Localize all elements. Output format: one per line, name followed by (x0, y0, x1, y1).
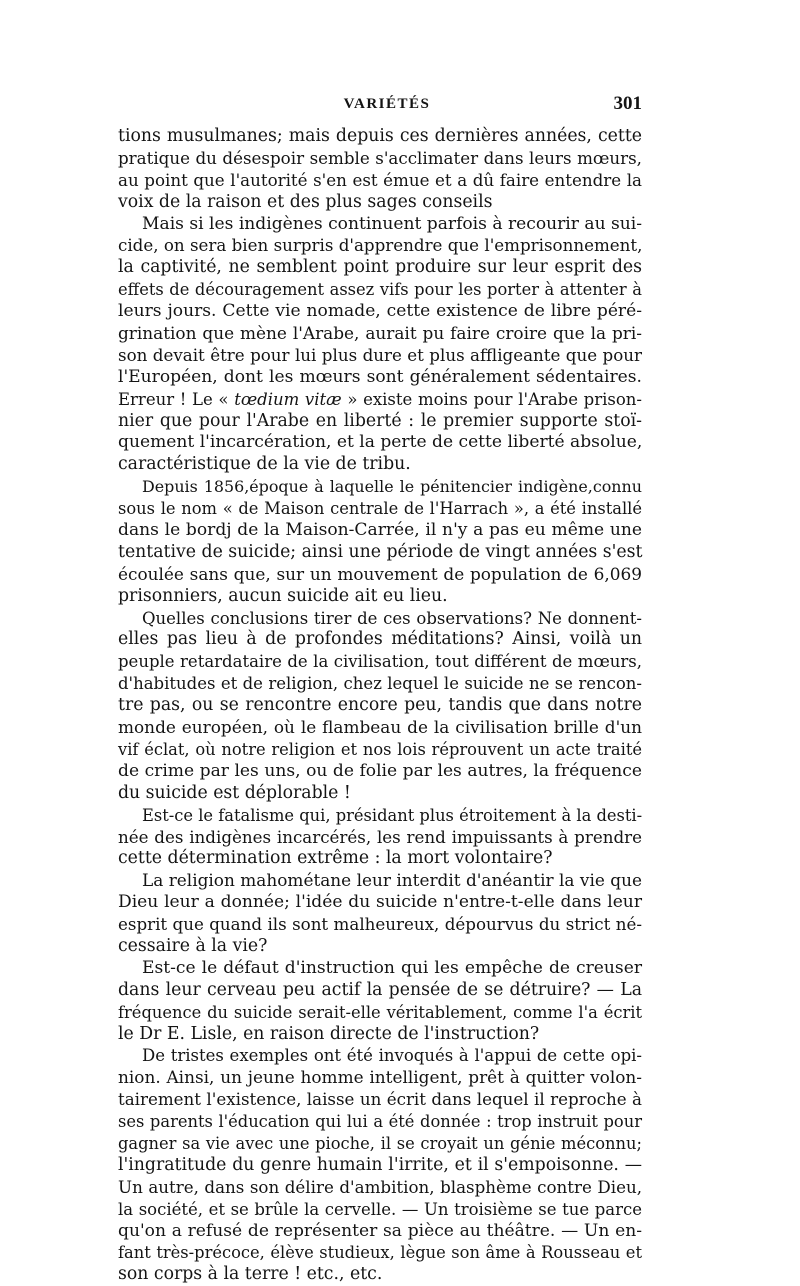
text-line: Un autre, dans son délire d'ambition, blasphème contre Dieu, (118, 1176, 642, 1197)
text-line: nier que pour l'Arabe en liberté : le premier supporte stoï- (118, 410, 642, 431)
text-line: De tristes exemples ont été invoqués à l'appui de cette opi- (142, 1046, 642, 1066)
text-line: fant très-précoce, élève studieux, lègue son âme à Rousseau et (118, 1243, 642, 1263)
text-line: ses parents l'éducation qui lui a été donnée : trop instruit pour (118, 1112, 642, 1132)
text-line: pratique du désespoir semble s'acclimater dans leurs mœurs, (118, 147, 642, 168)
text-line: du suicide est déplorable ! (118, 782, 351, 803)
text-line: gagner sa vie avec une pioche, il se croyait un génie méconnu; (118, 1133, 642, 1153)
text-line: cessaire à la vie? (118, 935, 268, 956)
text-line: Est-ce le fatalisme qui, présidant plus étroitement à la desti- (142, 805, 643, 825)
text-line: dans le bordj de la Maison-Carrée, il n'y a pas eu même une (118, 520, 642, 541)
text-line: Est-ce le défaut d'instruction qui les empêche de creuser (142, 957, 642, 978)
text-line: nion. Ainsi, un jeune homme intelligent, prêt à quitter volon- (118, 1067, 642, 1088)
text-line: cide, on sera bien surpris d'apprendre que l'emprisonnement, (118, 235, 643, 256)
text-line: écoulée sans que, sur un mouvement de population de 6,069 (118, 563, 642, 584)
text-line: elles pas lieu à de profondes méditations? Ainsi, voilà un (118, 629, 642, 650)
text-line: le Dr E. Lisle, en raison directe de l'instruction? (118, 1023, 540, 1044)
text-line: esprit que quand ils sont malheureux, dépourvus du strict né- (118, 914, 642, 935)
text-line: au point que l'autorité s'en est émue et a dû faire entendre la (118, 169, 642, 190)
text-line: l'ingratitude du genre humain l'irrite, et il s'empoisonne. — (118, 1154, 642, 1175)
text-line: sous le nom « de Maison centrale de l'Harrach », a été installé (118, 499, 642, 519)
text-line: tentative de suicide; ainsi une période de vingt années s'est (118, 541, 643, 562)
page-number: 301 (613, 93, 642, 114)
text-line (118, 389, 642, 411)
text-line: tre pas, ou se rencontre encore peu, tandis que dans notre (118, 695, 642, 716)
text-line: Mais si les indigènes continuent parfois à recourir au sui- (142, 213, 643, 234)
text-line: grination que mène l'Arabe, aurait pu faire croire que la pri- (118, 323, 642, 344)
text-line: vif éclat, où notre religion et nos lois réprouvent un acte traité (118, 739, 642, 759)
text-line: cette détermination extrême : la mort volontaire? (118, 848, 553, 869)
text-line: de crime par les uns, ou de folie par les autres, la fréquence (118, 760, 642, 781)
text-segment: » existe moins pour l'Arabe prison- (341, 389, 642, 409)
text-line: l'Européen, dont les mœurs sont généralement sédentaires. (118, 366, 642, 387)
text-line: Quelles conclusions tirer de ces observations? Ne donnent- (142, 608, 642, 628)
text-line: prisonniers, aucun suicide ait eu lieu. (118, 585, 448, 606)
latin-phrase: tœdium vitæ (234, 389, 342, 409)
text-line: dans leur cerveau peu actif la pensée de se détruire? — La (118, 979, 642, 1000)
text-line: monde européen, où le flambeau de la civilisation brille d'un (118, 717, 642, 738)
body-text (118, 126, 642, 1286)
text-line: qu'on a refusé de représenter sa pièce au théâtre. — Un en- (118, 1220, 642, 1241)
running-header (132, 93, 642, 119)
text-line: son devait être pour lui plus dure et plus affligeante que pour (118, 344, 642, 365)
text-line: la captivité, ne semblent point produire sur leur esprit des (118, 257, 642, 278)
text-line: leurs jours. Cette vie nomade, cette existence de libre péré- (118, 301, 642, 322)
text-segment: Erreur ! Le « (118, 389, 235, 409)
text-line: peuple retardataire de la civilisation, tout différent de mœurs, (118, 652, 642, 672)
text-line: voix de la raison et des plus sages conseils (118, 191, 493, 212)
text-line: tions musulmanes; mais depuis ces dernières années, cette (118, 126, 642, 146)
text-line: Dieu leur a donnée; l'idée du suicide n'entre-t-elle dans leur (118, 892, 642, 913)
running-title: VARIÉTÉS (343, 96, 431, 112)
text-line: son corps à la terre ! etc., etc. (118, 1264, 383, 1285)
text-line: la société, et se brûle la cervelle. — Un troisième se tue parce (118, 1199, 642, 1219)
text-line: tairement l'existence, laisse un écrit dans lequel il reproche à (118, 1089, 642, 1110)
text-line: fréquence du suicide serait-elle véritablement, comme l'a écrit (118, 1002, 642, 1022)
text-line: quement l'incarcération, et la perte de cette liberté absolue, (118, 432, 643, 453)
text-line: effets de découragement assez vifs pour les porter à attenter à (118, 280, 642, 300)
text-line: née des indigènes incarcérés, les rend impuissants à prendre (118, 826, 642, 847)
text-line: d'habitudes et de religion, chez lequel le suicide ne se rencon- (118, 674, 642, 694)
text-line: caractéristique de la vie de tribu. (118, 454, 411, 475)
text-line: Depuis 1856,époque à laquelle le pénitencier indigène,connu (142, 477, 642, 497)
text-line: La religion mahométane leur interdit d'anéantir la vie que (142, 870, 642, 891)
